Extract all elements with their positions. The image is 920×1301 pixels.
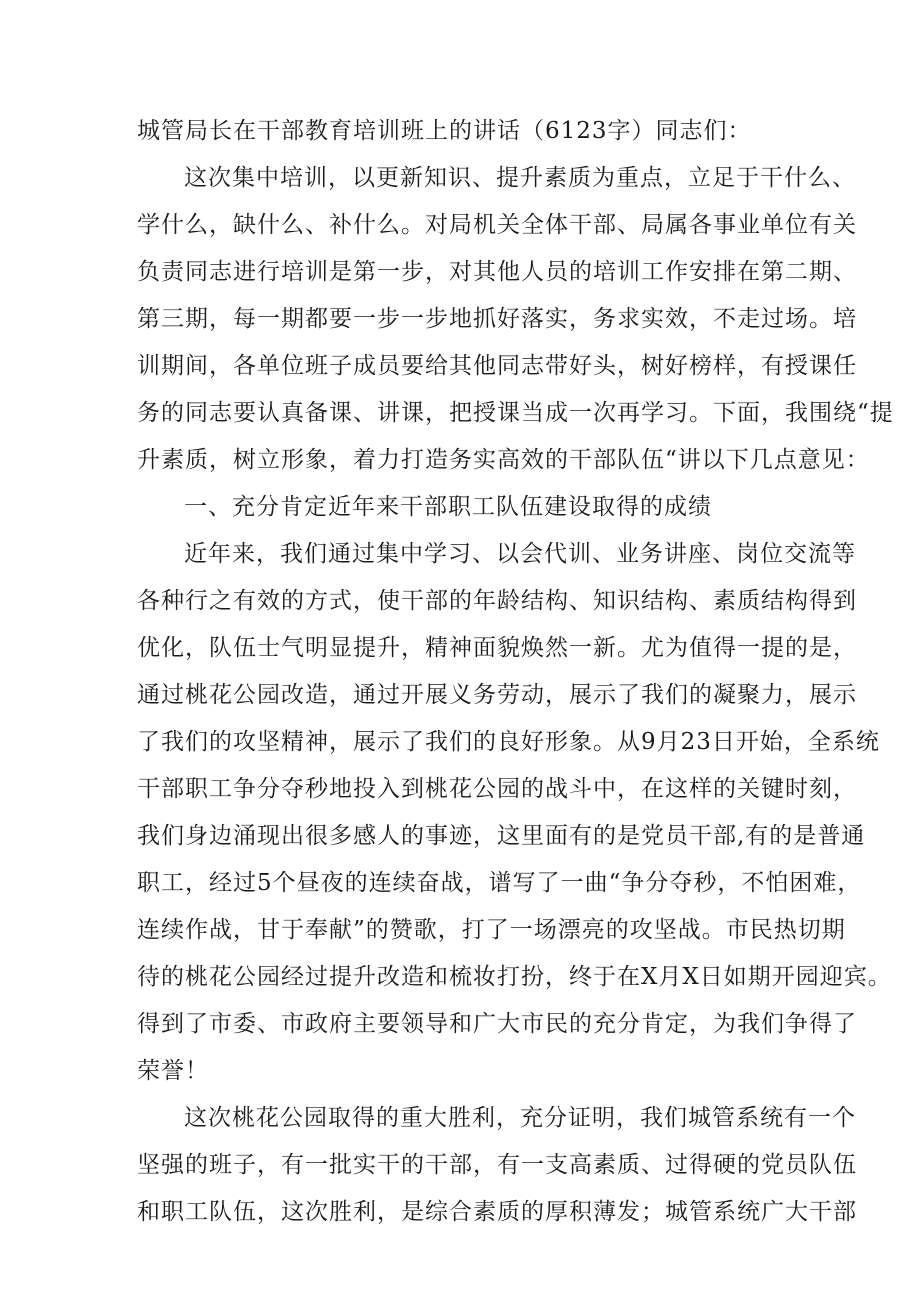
- paragraph-line: 第三期，每一期都要一步一步地抓好落实，务求实效，不走过场。培: [137, 306, 857, 332]
- document-title: 城管局长在干部教育培训班上的讲话（6123字）同志们：: [137, 118, 752, 144]
- paragraph-line: 优化，队伍士气明显提升，精神面貌焕然一新。尤为值得一提的是，: [137, 635, 857, 661]
- paragraph-line: 近年来，我们通过集中学习、以会代训、业务讲座、岗位交流等: [184, 541, 856, 567]
- section-heading: 一、充分肯定近年来干部职工队伍建设取得的成绩: [184, 494, 712, 520]
- paragraph-line: 了我们的攻坚精神，展示了我们的良好形象。从9月23日开始，全系统: [137, 729, 880, 755]
- paragraph-line: 坚强的班子，有一批实干的干部，有一支高素质、过得硬的党员队伍: [137, 1152, 857, 1178]
- paragraph-line: 荣誉！: [137, 1058, 209, 1084]
- paragraph-line: 和职工队伍，这次胜利，是综合素质的厚积薄发；城管系统广大干部: [137, 1199, 857, 1225]
- paragraph-line: 各种行之有效的方式，使干部的年龄结构、知识结构、素质结构得到: [137, 588, 857, 614]
- paragraph-line: 负责同志进行培训是第一步，对其他人员的培训工作安排在第二期、: [137, 259, 857, 285]
- paragraph-line: 务的同志要认真备课、讲课，把授课当成一次再学习。下面，我围绕“提: [137, 400, 894, 426]
- paragraph-line: 训期间，各单位班子成员要给其他同志带好头，树好榜样，有授课任: [137, 353, 857, 379]
- paragraph-line: 通过桃花公园改造，通过开展义务劳动，展示了我们的凝聚力，展示: [137, 682, 857, 708]
- paragraph-line: 我们身边涌现出很多感人的事迹，这里面有的是党员干部,有的是普通: [137, 823, 866, 849]
- paragraph-line: 得到了市委、市政府主要领导和广大市民的充分肯定，为我们争得了: [137, 1011, 857, 1037]
- paragraph-line: 职工，经过5个昼夜的连续奋战，谱写了一曲“争分夺秒，不怕困难，: [137, 870, 862, 896]
- paragraph-line: 学什么，缺什么、补什么。对局机关全体干部、局属各事业单位有关: [137, 212, 857, 238]
- paragraph-line: 连续作战，甘于奉献”的赞歌，打了一场漂亮的攻坚战。市民热切期: [137, 917, 846, 943]
- paragraph-line: 干部职工争分夺秒地投入到桃花公园的战斗中，在这样的关键时刻，: [137, 776, 857, 802]
- paragraph-line: 升素质，树立形象，着力打造务实高效的干部队伍“讲以下几点意见：: [137, 447, 870, 473]
- paragraph-line: 这次集中培训，以更新知识、提升素质为重点，立足于干什么、: [184, 165, 856, 191]
- paragraph-line: 这次桃花公园取得的重大胜利，充分证明，我们城管系统有一个: [184, 1105, 856, 1131]
- paragraph-line: 待的桃花公园经过提升改造和梳妆打扮，终于在X月X日如期开园迎宾。: [137, 964, 892, 990]
